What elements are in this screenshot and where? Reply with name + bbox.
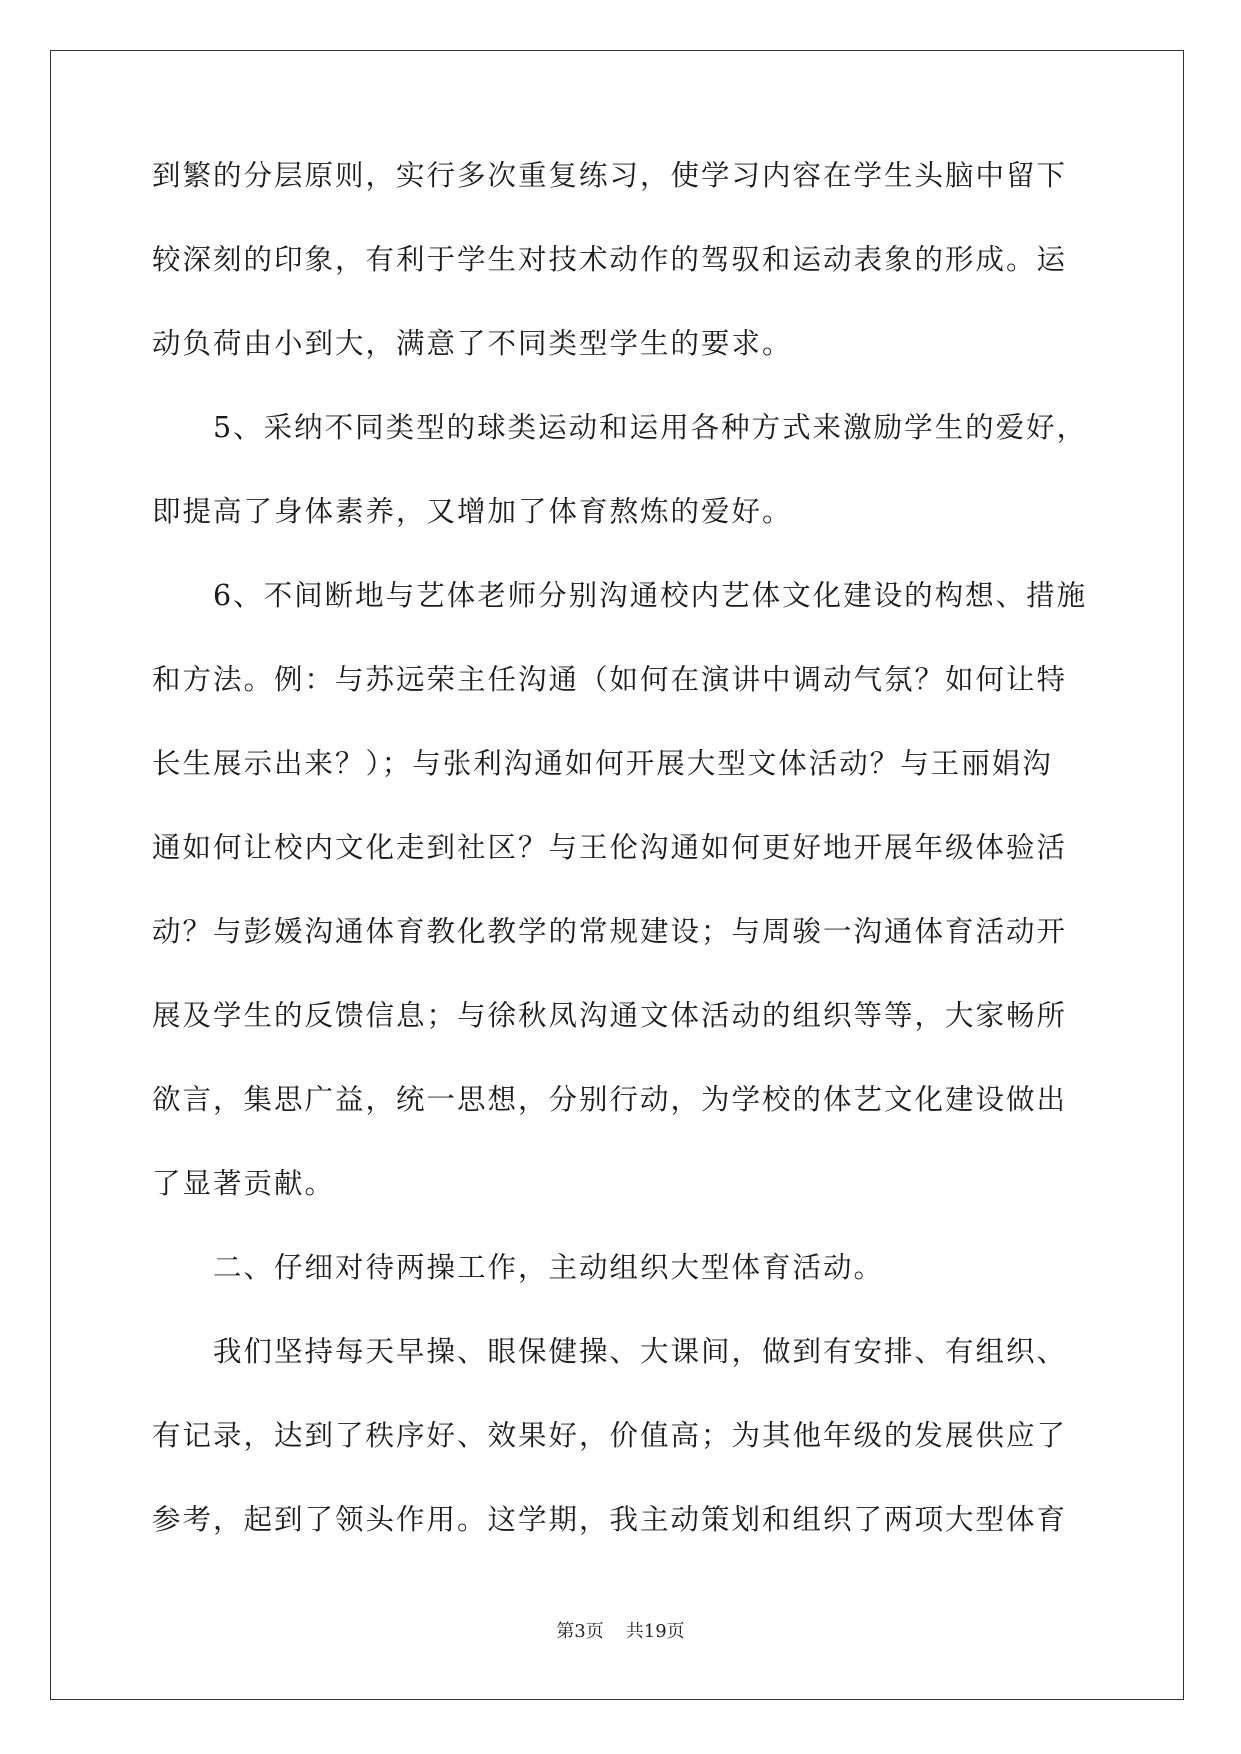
text-line: 较深刻的印象，有利于学生对技术动作的驾驭和运动表象的形成。运	[152, 243, 1068, 276]
text-line: 长生展示出来？）；与张利沟通如何开展大型文体活动？与王丽娟沟	[152, 747, 1053, 780]
section-heading: 二、仔细对待两操工作，主动组织大型体育活动。	[152, 1251, 885, 1284]
document-body	[152, 158, 1096, 1586]
page-total: 共19页	[625, 1621, 685, 1642]
text-line: 有记录，达到了秩序好、效果好，价值高；为其他年级的发展供应了	[152, 1419, 1068, 1452]
text-line: 欲言，集思广益，统一思想，分别行动，为学校的体艺文化建设做出	[152, 1083, 1068, 1116]
text-line: 5、采纳不同类型的球类运动和运用各种方式来激励学生的爱好，	[152, 411, 1088, 444]
text-line: 和方法。例：与苏远荣主任沟通（如何在演讲中调动气氛？如何让特	[152, 663, 1068, 696]
text-line: 展及学生的反馈信息；与徐秋凤沟通文体活动的组织等等，大家畅所	[152, 999, 1068, 1032]
text-line: 到繁的分层原则，实行多次重复练习，使学习内容在学生头脑中留下	[152, 159, 1068, 192]
text-line: 我们坚持每天早操、眼保健操、大课间，做到有安排、有组织、	[152, 1335, 1068, 1368]
page-number: 第3页	[556, 1621, 604, 1642]
text-line: 参考，起到了领头作用。这学期，我主动策划和组织了两项大型体育	[152, 1503, 1068, 1536]
text-line: 了显著贡献。	[152, 1167, 336, 1200]
text-line: 动负荷由小到大，满意了不同类型学生的要求。	[152, 327, 793, 360]
page-footer	[0, 1617, 1241, 1643]
text-line: 即提高了身体素养，又增加了体育熬炼的爱好。	[152, 495, 793, 528]
text-line: 通如何让校内文化走到社区？与王伦沟通如何更好地开展年级体验活	[152, 831, 1068, 864]
text-line: 动？与彭媛沟通体育教化教学的常规建设；与周骏一沟通体育活动开	[152, 915, 1068, 948]
text-line: 6、不间断地与艺体老师分别沟通校内艺体文化建设的构想、措施	[152, 579, 1088, 612]
